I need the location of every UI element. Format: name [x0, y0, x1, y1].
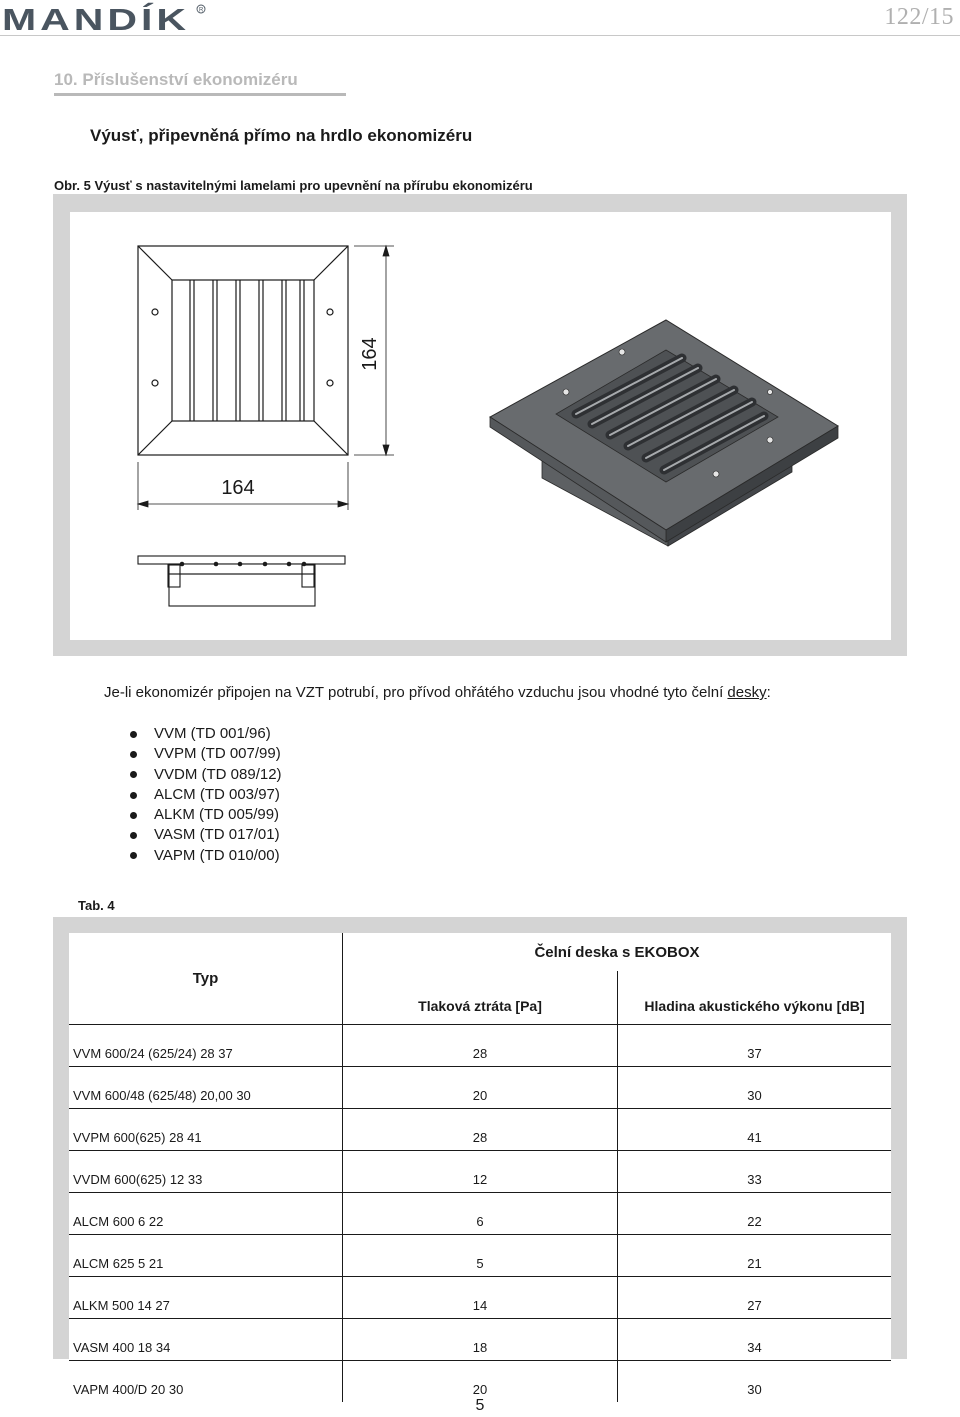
bullet-icon — [130, 852, 137, 859]
cell-noise: 21 — [618, 1235, 892, 1277]
svg-text:R: R — [199, 7, 204, 14]
cell-typ: ALCM 625 5 21 — [69, 1235, 343, 1277]
intro-text: Je-li ekonomizér připojen na VZT potrubí, pro přívod ohřátého vzduchu jsou vhodné tyto čelní desky: — [104, 684, 771, 701]
col-header-noise: Hladina akustického výkonu [dB] — [618, 972, 892, 1025]
col-group-header: Čelní deska s EKOBOX — [534, 943, 700, 961]
bullet-icon — [130, 751, 137, 758]
grille-3d-render — [490, 320, 838, 546]
cell-pressure: 12 — [343, 1151, 618, 1193]
bullet-icon — [130, 771, 137, 778]
mandik-logo — [0, 2, 210, 34]
table-row — [69, 1235, 891, 1277]
cell-typ: VVM 600/48 (625/48) 20,00 30 — [69, 1067, 343, 1109]
cell-noise: 27 — [618, 1277, 892, 1319]
cell-noise: 34 — [618, 1319, 892, 1361]
col-header-typ: Typ — [69, 933, 343, 1025]
bullet-icon — [130, 731, 137, 738]
list-item: ALCM (TD 003/97) — [130, 785, 282, 805]
intro-underlined-word: desky — [727, 684, 767, 701]
table-row — [69, 1067, 891, 1109]
faceplate-list — [130, 724, 282, 866]
table-row — [69, 1025, 891, 1067]
table-caption: Tab. 4 — [78, 898, 115, 913]
cell-pressure: 28 — [343, 1025, 618, 1067]
cell-typ: ALKM 500 14 27 — [69, 1277, 343, 1319]
grille-drawing — [70, 212, 891, 640]
cell-noise: 22 — [618, 1193, 892, 1235]
cell-noise: 30 — [618, 1067, 892, 1109]
cell-typ: VASM 400 18 34 — [69, 1319, 343, 1361]
list-item: VVPM (TD 007/99) — [130, 744, 282, 764]
figure-caption: Obr. 5 Výusť s nastavitelnými lamelami pro upevnění na přírubu ekonomizéru — [54, 178, 533, 193]
dim-width-label: 164 — [221, 477, 255, 499]
cell-pressure: 18 — [343, 1319, 618, 1361]
footer-page-number: 5 — [475, 1397, 485, 1414]
cell-noise: 33 — [618, 1151, 892, 1193]
table-row — [69, 1319, 891, 1361]
svg-text:MANDÍK: MANDÍK — [2, 2, 190, 34]
bullet-icon — [130, 812, 137, 819]
cell-noise: 30 — [747, 1382, 762, 1397]
table-row — [69, 1151, 891, 1193]
list-item: VAPM (TD 010/00) — [130, 846, 282, 866]
page-number: 122/15 — [884, 4, 954, 30]
subtitle: Výusť, připevněná přímo na hrdlo ekonomizéru — [90, 126, 473, 145]
dim-height-label: 164 — [359, 337, 381, 371]
cell-pressure: 20 — [343, 1067, 618, 1109]
cell-typ: ALCM 600 6 22 — [69, 1193, 343, 1235]
cell-pressure: 20 — [343, 1361, 618, 1403]
list-item: VVM (TD 001/96) — [130, 724, 282, 744]
cell-typ: VAPM 400/D 20 30 — [69, 1361, 343, 1403]
cell-typ: VVDM 600(625) 12 33 — [69, 1151, 343, 1193]
cell-noise: 41 — [618, 1109, 892, 1151]
cell-pressure: 5 — [343, 1235, 618, 1277]
bullet-icon — [130, 832, 137, 839]
cell-typ: VVM 600/24 (625/24) 28 37 — [69, 1025, 343, 1067]
table-row — [69, 1109, 891, 1151]
ekobox-table — [69, 933, 891, 1402]
cell-pressure: 28 — [343, 1109, 618, 1151]
table-row — [69, 1277, 891, 1319]
section-title: 10. Příslušenství ekonomizéru — [54, 70, 298, 89]
cell-pressure: 14 — [343, 1277, 618, 1319]
cell-typ: VVPM 600(625) 28 41 — [69, 1109, 343, 1151]
figure-canvas — [70, 212, 891, 640]
cell-noise: 37 — [618, 1025, 892, 1067]
table-row — [69, 1193, 891, 1235]
section-underline — [54, 93, 346, 96]
list-item: VVDM (TD 089/12) — [130, 765, 282, 785]
col-header-pressure: Tlaková ztráta [Pa] — [343, 972, 618, 1025]
list-item: ALKM (TD 005/99) — [130, 805, 282, 825]
table-row — [69, 1361, 891, 1403]
cell-pressure: 6 — [343, 1193, 618, 1235]
header-divider — [0, 35, 960, 36]
bullet-icon — [130, 792, 137, 799]
list-item: VASM (TD 017/01) — [130, 825, 282, 845]
